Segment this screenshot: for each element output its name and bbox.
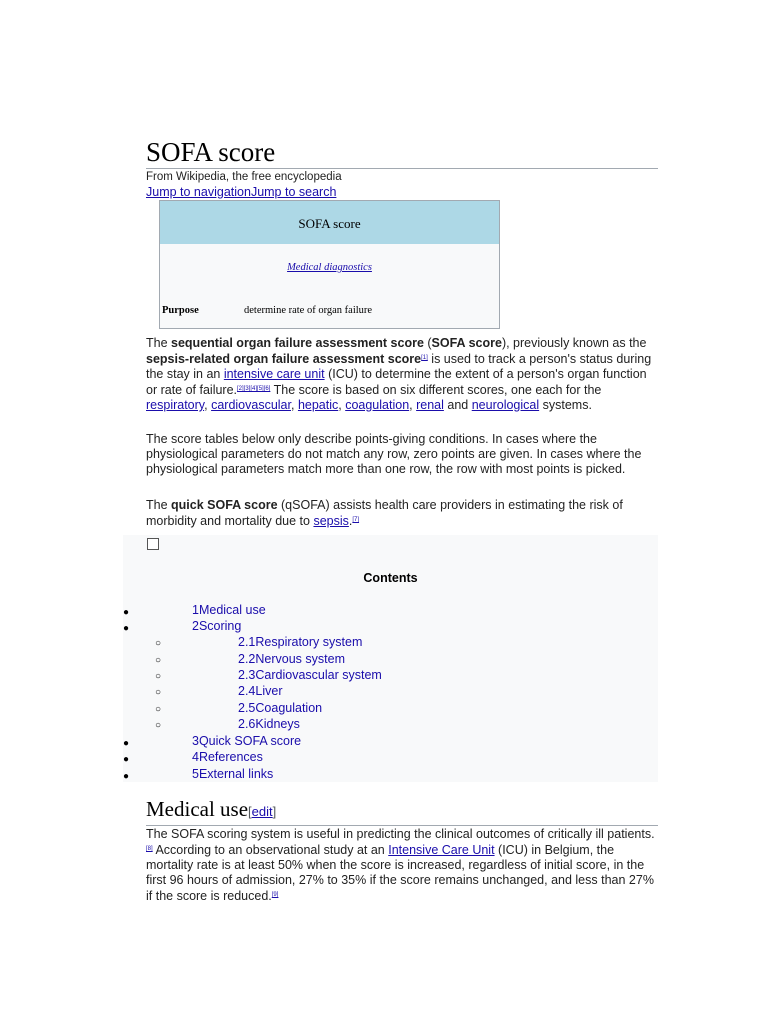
purpose-value: determine rate of organ failure — [244, 305, 373, 316]
link-intensive-care-unit[interactable]: intensive care unit — [223, 367, 325, 381]
purpose-label: Purpose — [162, 305, 199, 316]
toc-item-cardiovascular-system[interactable]: 2.3Cardiovascular system — [238, 668, 382, 682]
citation-8[interactable]: [8] — [146, 846, 153, 852]
tagline: From Wikipedia, the free encyclopedia — [146, 171, 342, 183]
toc-item-medical-use[interactable]: 1Medical use — [192, 603, 266, 617]
bullet-icon: ● — [123, 754, 130, 765]
medical-diagnostics-link[interactable]: Medical diagnostics — [287, 262, 372, 273]
intro-paragraph: The sequential organ failure assessment score (SOFA score), previously known as the sepsis-related organ failure assessment score[1] is used to track a person's status during the stay in an intensive care unit (ICU) to determine the extent of a person's organ function or rate of failure.[2][3][4][5][6] The score is based on six different scores, one each for the respiratory, cardiovascular, hepatic, coagulation, renal and neurological systems. — [146, 336, 652, 412]
infobox-category — [160, 262, 499, 273]
circle-bullet-icon: ○ — [155, 704, 162, 715]
bullet-icon: ● — [123, 607, 130, 618]
circle-bullet-icon: ○ — [155, 720, 162, 731]
toc-item-scoring[interactable]: 2Scoring — [192, 619, 242, 633]
link-cardiovascular[interactable]: cardiovascular — [211, 398, 291, 412]
link-respiratory[interactable]: respiratory — [146, 398, 205, 412]
edit-link[interactable]: edit — [251, 804, 273, 819]
link-sepsis[interactable]: sepsis — [313, 514, 349, 528]
link-neurological[interactable]: neurological — [471, 398, 540, 412]
link-intensive-care-unit-2[interactable]: Intensive Care Unit — [388, 843, 495, 857]
page-title: SOFA score — [146, 136, 658, 169]
link-coagulation[interactable]: coagulation — [345, 398, 410, 412]
circle-bullet-icon: ○ — [155, 638, 162, 649]
circle-bullet-icon: ○ — [155, 671, 162, 682]
circle-bullet-icon: ○ — [155, 687, 162, 698]
jump-to-search-link[interactable]: Jump to search — [250, 185, 337, 199]
table-of-contents — [123, 535, 658, 782]
link-renal[interactable]: renal — [416, 398, 444, 412]
citation-2-6[interactable]: [2][3][4][5][6] — [237, 386, 271, 392]
citation-9[interactable]: [9] — [271, 892, 279, 898]
section-heading-medical-use: Medical use[edit] — [146, 796, 658, 826]
link-hepatic[interactable]: hepatic — [297, 398, 339, 412]
circle-bullet-icon: ○ — [155, 655, 162, 666]
infobox-header: SOFA score — [160, 201, 499, 244]
qsofa-paragraph: The quick SOFA score (qSOFA) assists health care providers in estimating the risk of morbidity and mortality due to sepsis.[7] — [146, 498, 623, 528]
bullet-icon: ● — [123, 623, 130, 634]
infobox-purpose-row — [162, 305, 372, 316]
citation-7[interactable]: [7] — [352, 517, 360, 523]
medical-use-paragraph: The SOFA scoring system is useful in predicting the clinical outcomes of critically ill patients.[8] According to an observational study at an Intensive Care Unit (ICU) in Belgium, the mortality rate is at least 50% when the score is increased, regardless of initial score, in the first 96 hours of admission, 27% to 35% if the score remains unchanged, and less than 27% if the score is reduced.[9] — [146, 827, 655, 903]
citation-1[interactable]: [1] — [421, 355, 428, 361]
toc-item-nervous-system[interactable]: 2.2Nervous system — [238, 652, 345, 666]
bullet-icon: ● — [123, 771, 130, 782]
toc-item-references[interactable]: 4References — [192, 750, 263, 764]
edit-section: [edit] — [248, 804, 277, 819]
toc-item-kidneys[interactable]: 2.6Kidneys — [238, 717, 300, 731]
score-tables-paragraph: The score tables below only describe points-giving conditions. In cases where the physiological parameters do not match any row, zero points are given. In cases where the physiological parameters match more than one row, the row with most points is picked. — [146, 432, 642, 476]
bullet-icon: ● — [123, 738, 130, 749]
toc-item-external-links[interactable]: 5External links — [192, 767, 274, 781]
toc-title: Contents — [363, 571, 418, 585]
infobox — [159, 200, 500, 329]
toc-toggle-checkbox[interactable] — [147, 538, 159, 550]
toc-item-quick-sofa-score[interactable]: 3Quick SOFA score — [192, 734, 302, 748]
jump-links — [146, 185, 336, 199]
toc-item-coagulation[interactable]: 2.5Coagulation — [238, 701, 323, 715]
jump-to-navigation-link[interactable]: Jump to navigation — [146, 185, 251, 199]
toc-item-liver[interactable]: 2.4Liver — [238, 684, 283, 698]
toc-item-respiratory-system[interactable]: 2.1Respiratory system — [238, 635, 363, 649]
